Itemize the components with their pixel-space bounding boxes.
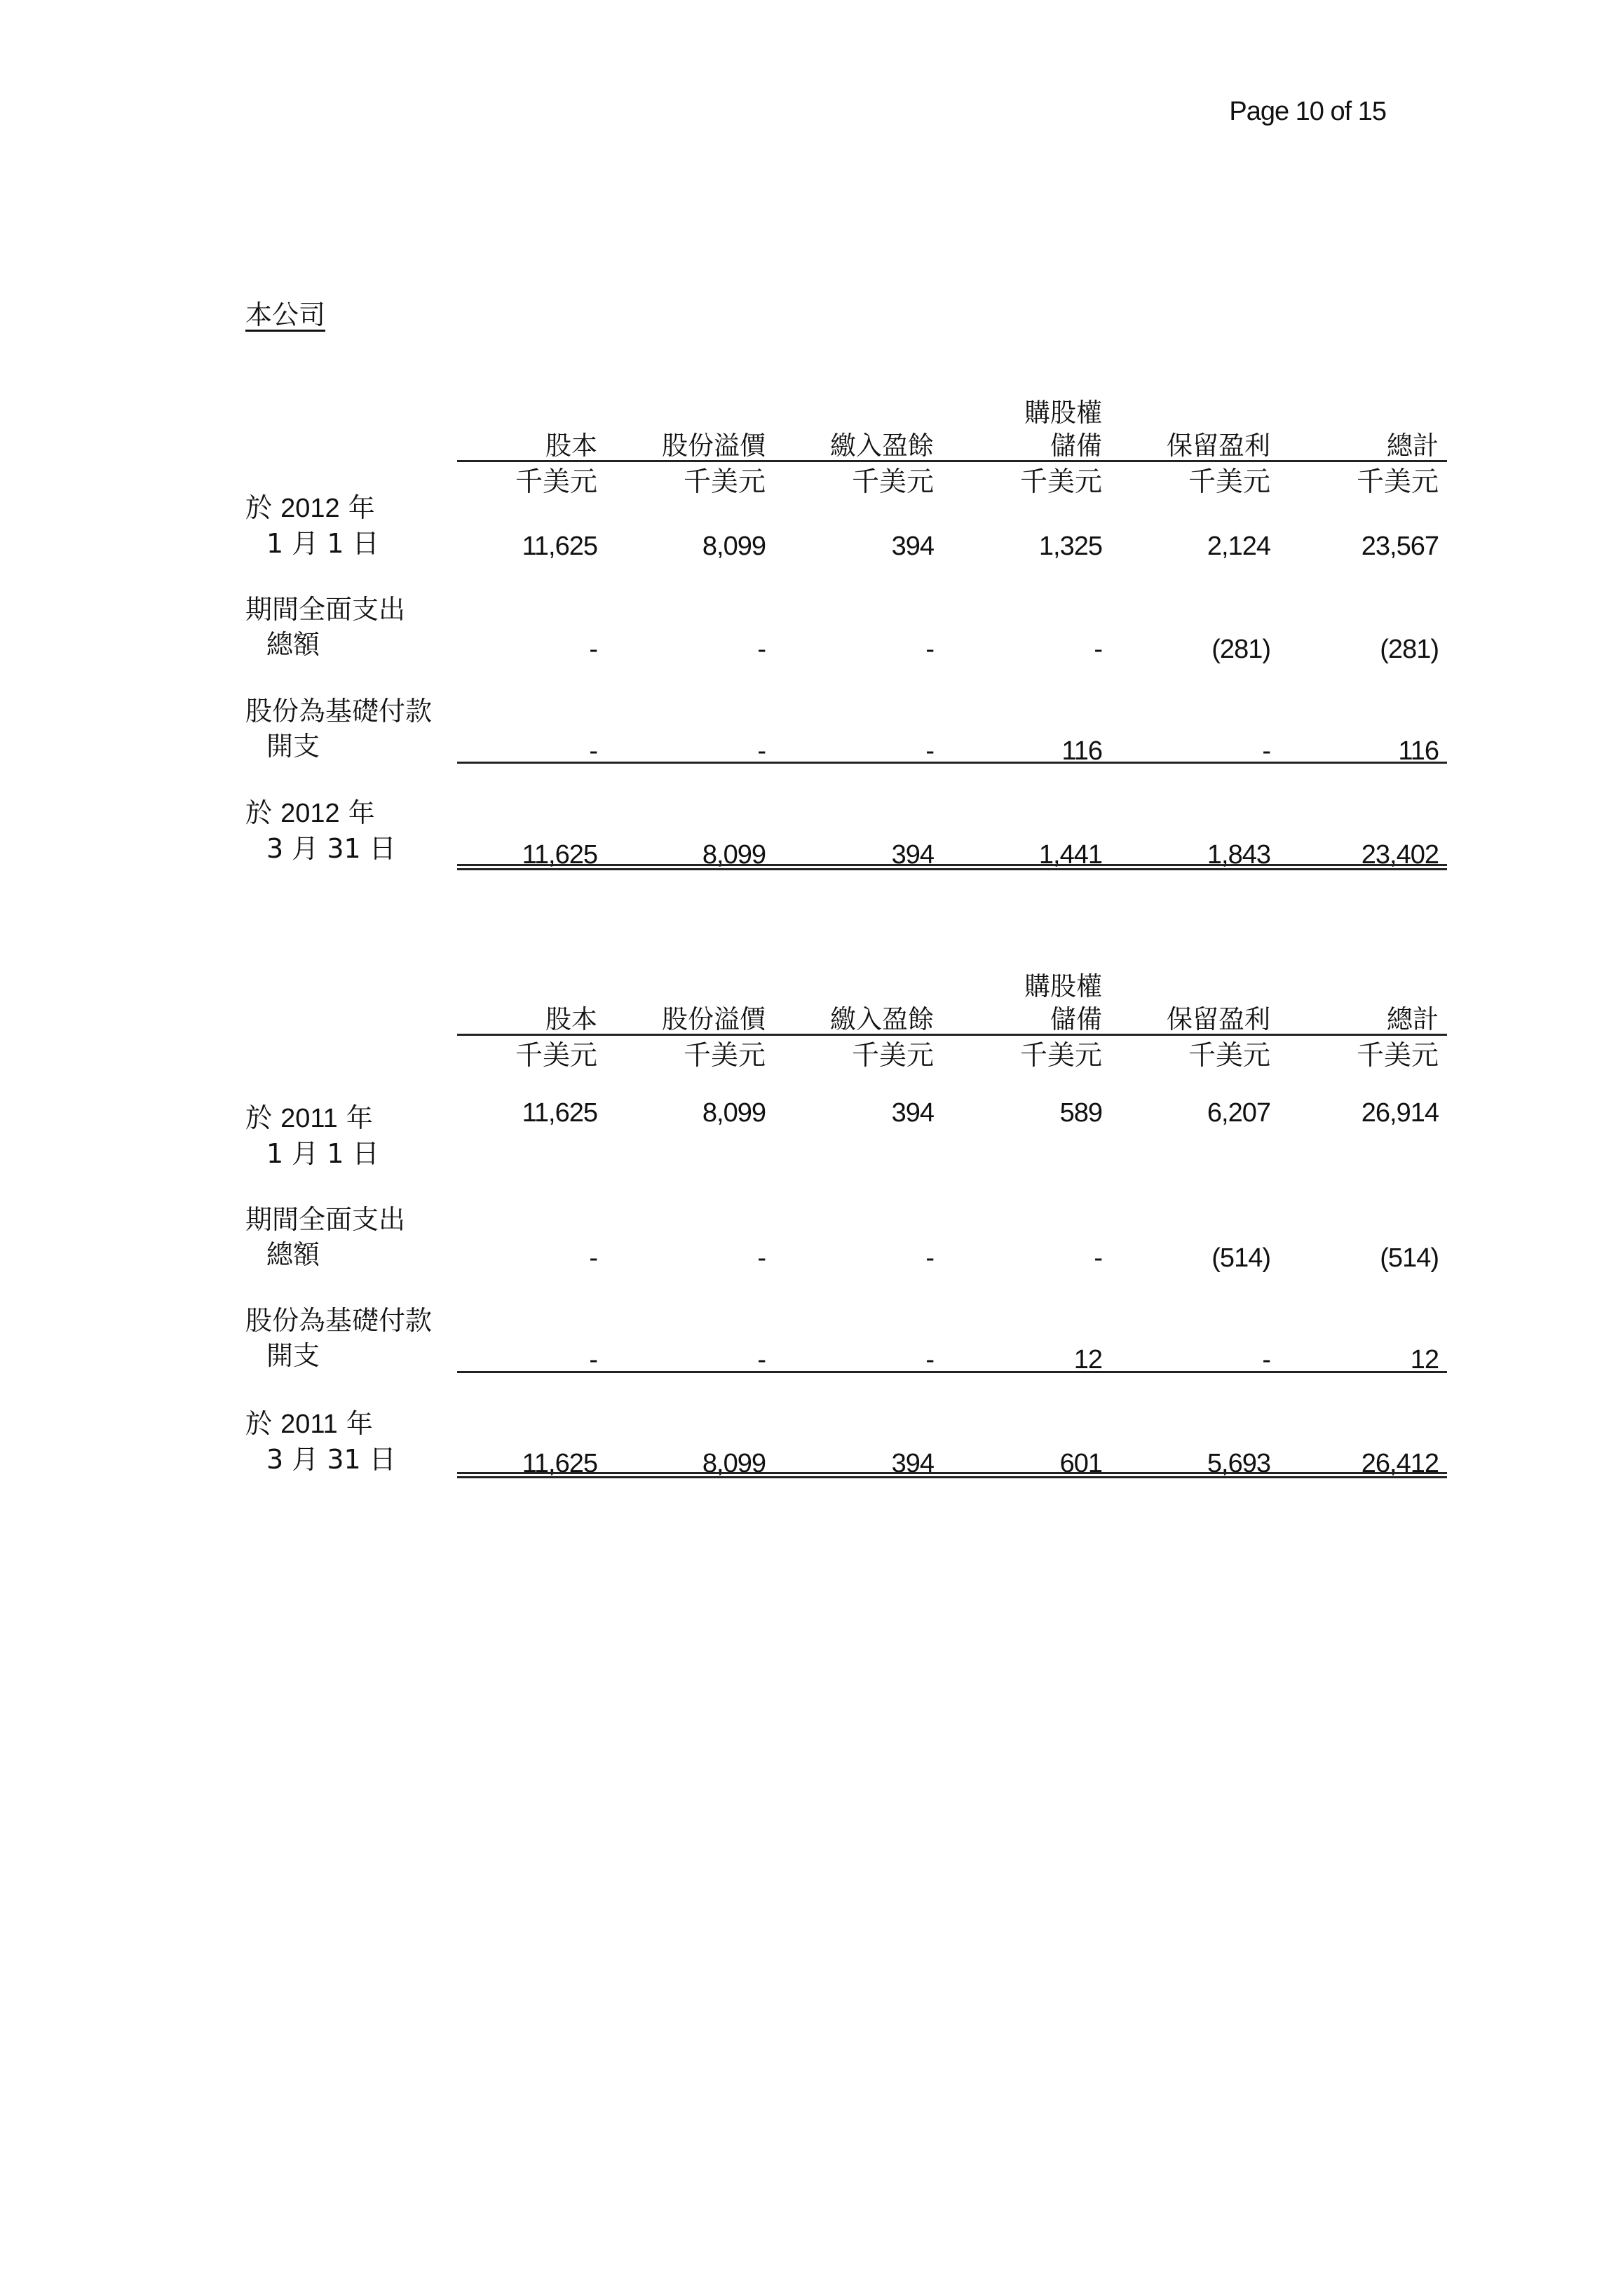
- table-cell: (514): [1211, 1243, 1270, 1273]
- row-label-suffix: 年: [339, 492, 375, 523]
- row-label: [245, 1202, 405, 1272]
- table-cell: -: [1262, 736, 1270, 766]
- table-cell: 23,402: [1361, 840, 1439, 870]
- table-cell: 1,325: [1038, 532, 1102, 561]
- row-label-line2: 總額: [266, 629, 320, 660]
- table-cell: 394: [891, 532, 934, 561]
- table-cell: 11,625: [522, 1449, 597, 1478]
- table-cell: 601: [1059, 1449, 1102, 1478]
- row-label-year: 2011: [280, 1410, 338, 1439]
- table-cell: -: [925, 736, 934, 766]
- column-unit: 千美元: [683, 466, 766, 498]
- column-header: 保留盈利: [1167, 1004, 1270, 1034]
- column-header: 儲備: [1050, 1004, 1102, 1034]
- row-label-line1: [245, 594, 405, 625]
- row-label-text: 於: [245, 1102, 281, 1133]
- table-cell: 11,625: [522, 840, 597, 870]
- column-header: 儲備: [1050, 431, 1102, 461]
- table-cell: 5,693: [1207, 1449, 1270, 1478]
- row-label-line1: [245, 1408, 373, 1439]
- table-cell: -: [757, 635, 766, 664]
- table-cell: -: [589, 1243, 597, 1273]
- table-cell: -: [1262, 1345, 1270, 1375]
- row-label-text: 股份為基礎付款: [245, 1305, 433, 1336]
- table-cell: 12: [1410, 1345, 1439, 1375]
- table-cell: 12: [1073, 1345, 1102, 1375]
- row-label-text: 於: [245, 1408, 281, 1439]
- row-label: [245, 490, 379, 561]
- row-label-text: 股份為基礎付款: [245, 696, 433, 727]
- page-number: Page 10 of 15: [1229, 97, 1386, 126]
- row-label-line1: [245, 1204, 405, 1235]
- row-label: [245, 694, 432, 764]
- row-label-line2: 總額: [266, 1239, 320, 1270]
- column-unit: 千美元: [515, 1040, 597, 1072]
- table-cell: -: [757, 1345, 766, 1375]
- row-label: [245, 592, 405, 662]
- table-cell: 589: [1059, 1098, 1102, 1128]
- table-cell: 11,625: [522, 1098, 597, 1128]
- column-unit: 千美元: [1019, 466, 1102, 498]
- table-cell: 11,625: [522, 532, 597, 561]
- table-cell: -: [1094, 1243, 1102, 1273]
- table-cell: -: [589, 635, 597, 664]
- table-cell: 116: [1061, 736, 1102, 766]
- table-cell: -: [925, 635, 934, 664]
- table-cell: -: [757, 736, 766, 766]
- row-label-line1: [245, 492, 375, 523]
- row-label: [245, 1303, 432, 1373]
- row-label-text: 期間全面支出: [245, 1204, 406, 1235]
- row-label-text: 於: [245, 797, 281, 828]
- table-cell: 26,412: [1361, 1449, 1439, 1478]
- table-cell: 1,441: [1038, 840, 1102, 870]
- table-cell: 8,099: [702, 1449, 766, 1478]
- table-cell: 8,099: [702, 532, 766, 561]
- row-label-line2: 1 月 1 日: [266, 1138, 379, 1169]
- column-header: 股份溢價: [662, 1004, 766, 1034]
- row-label-line1: [245, 696, 432, 727]
- table-cell: 26,914: [1361, 1098, 1439, 1128]
- column-header-line1: 購股權: [1024, 971, 1102, 1001]
- row-label: [245, 1100, 379, 1171]
- table-cell: -: [1094, 635, 1102, 664]
- table-cell: -: [925, 1243, 934, 1273]
- column-unit: 千美元: [851, 466, 934, 498]
- column-unit: 千美元: [1019, 1040, 1102, 1072]
- column-header: 股份溢價: [662, 431, 766, 461]
- row-label-year: 2012: [280, 494, 340, 523]
- table-cell: 2,124: [1207, 532, 1270, 561]
- table-cell: -: [589, 736, 597, 766]
- row-label-line2: 開支: [266, 731, 320, 762]
- column-header: 股本: [545, 431, 597, 461]
- page-title: 本公司: [245, 299, 326, 330]
- row-label-line1: [245, 1305, 432, 1336]
- table-cell: -: [589, 1345, 597, 1375]
- header-underline: [457, 460, 1447, 462]
- column-unit: 千美元: [851, 1040, 934, 1072]
- total-double-line: [457, 864, 1447, 870]
- column-header: 繳入盈餘: [830, 1004, 934, 1034]
- table-cell: 1,843: [1207, 840, 1270, 870]
- table-cell: -: [757, 1243, 766, 1273]
- row-label-text: 於: [245, 492, 281, 523]
- table-cell: 394: [891, 1449, 934, 1478]
- subtotal-line: [457, 762, 1447, 764]
- table-cell: 394: [891, 1098, 934, 1128]
- column-unit: 千美元: [1188, 1040, 1270, 1072]
- row-label-suffix: 年: [339, 797, 375, 828]
- header-underline: [457, 1034, 1447, 1036]
- table-cell: -: [925, 1345, 934, 1375]
- row-label-year: 2011: [280, 1104, 338, 1133]
- column-header: 總計: [1387, 1004, 1439, 1034]
- table-cell: 394: [891, 840, 934, 870]
- table-cell: (281): [1380, 635, 1439, 664]
- table-cell: 23,567: [1361, 532, 1439, 561]
- row-label-line2: 3 月 31 日: [266, 833, 396, 864]
- table-cell: 116: [1398, 736, 1439, 766]
- column-header-line1: 購股權: [1024, 398, 1102, 428]
- row-label: [245, 795, 396, 866]
- column-unit: 千美元: [1188, 466, 1270, 498]
- table-cell: (514): [1380, 1243, 1439, 1273]
- row-label-suffix: 年: [337, 1408, 373, 1439]
- row-label-line1: [245, 797, 375, 828]
- column-header: 總計: [1387, 431, 1439, 461]
- row-label-text: 期間全面支出: [245, 594, 406, 625]
- column-header: 保留盈利: [1167, 431, 1270, 461]
- column-unit: 千美元: [515, 466, 597, 498]
- column-header: 股本: [545, 1004, 597, 1034]
- row-label-line1: [245, 1102, 373, 1133]
- table-cell: 8,099: [702, 1098, 766, 1128]
- row-label: [245, 1406, 396, 1477]
- column-unit: 千美元: [683, 1040, 766, 1072]
- column-unit: 千美元: [1356, 466, 1439, 498]
- row-label-line2: 開支: [266, 1340, 320, 1371]
- column-header: 繳入盈餘: [830, 431, 934, 461]
- table-cell: (281): [1211, 635, 1270, 664]
- table-cell: 6,207: [1207, 1098, 1270, 1128]
- table-cell: 8,099: [702, 840, 766, 870]
- subtotal-line: [457, 1371, 1447, 1373]
- row-label-line2: 3 月 31 日: [266, 1444, 396, 1475]
- column-unit: 千美元: [1356, 1040, 1439, 1072]
- row-label-year: 2012: [280, 799, 340, 828]
- row-label-suffix: 年: [337, 1102, 373, 1133]
- total-double-line: [457, 1472, 1447, 1478]
- row-label-line2: 1 月 1 日: [266, 528, 379, 559]
